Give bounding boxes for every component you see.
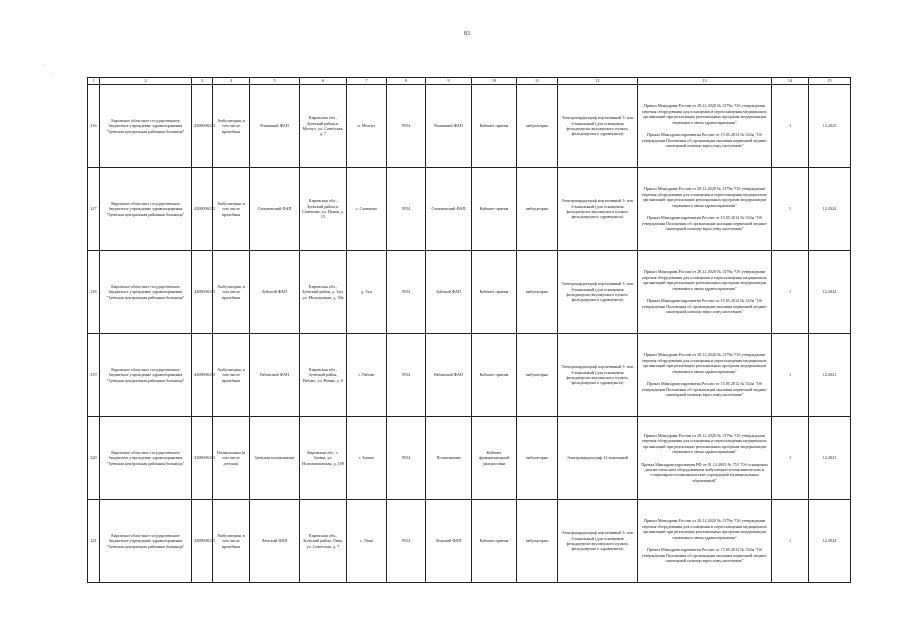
quantity: 1 [772, 417, 809, 500]
care-conditions: амбулаторно [517, 168, 558, 251]
order-text: Приказ Минздравсоцразвития России от 15.05.2012 № 543н "Об утверждении Положения об организации оказания первичной медико-санитарной помощи взрослому населению" [641, 547, 768, 564]
unit-name-2: Семеновский ФАП [426, 168, 472, 251]
order-text: Приказ Минздравсоцразвития России от 15.05.2012 № 543н "Об утверждении Положения об организации оказания первичной медико-санитарной помощи взрослому населению" [641, 381, 768, 398]
deadline: 12.2021 [809, 417, 851, 500]
row-number: 220 [88, 417, 100, 500]
unit-name: Лемский ФАП [250, 500, 300, 583]
address: Кировская обл., Зуевский район,п. Семеново, ул. Новая, д. 15 [300, 168, 347, 251]
facility-type: Поликлиника (в том числе детская) [213, 417, 250, 500]
settlement: г. Зуевка [347, 417, 387, 500]
column-header: 2 [100, 78, 192, 85]
column-header: 13 [638, 78, 772, 85]
organization-name: Кировское областное государственное бюджетное учреждение здравоохранения "Зуевская центральная районная больница" [100, 251, 192, 334]
address: Кировская обл., г. Зуевка, ул. Исполкомовская, д. 109 [300, 417, 347, 500]
equipment-name: Электрокардиограф портативный 3- или 6-канальный (для оснащения фельдшерско-акушерского пункта, фельдшерского здравпункта) [558, 168, 638, 251]
ogrn-code: 4309006333 [192, 251, 213, 334]
table-row [88, 334, 851, 417]
row-number: 218 [88, 251, 100, 334]
organization-name: Кировское областное государственное бюджетное учреждение здравоохранения "Зуевская центральная районная больница" [100, 85, 192, 168]
quantity: 1 [772, 85, 809, 168]
table-row [88, 85, 851, 168]
normative-basis [638, 334, 772, 417]
order-text: Приказ Минздрава России от 28.12.2020 № 1379н "Об утверждении перечня оборудования для оснащения и переоснащения медицинских организаций при реализации региональных программ модернизации первичного звена здравоохранения" [642, 352, 767, 374]
column-number-row [88, 78, 851, 85]
order-text: Приказ Минздрава России от 28.12.2020 № 1379н "Об утверждении перечня оборудования для оснащения и переоснащения медицинских организаций при реализации региональных программ модернизации первичного звена здравоохранения" [642, 518, 767, 540]
deadline: 12.2024 [809, 168, 851, 251]
normative-basis [638, 417, 772, 500]
cabinet: Кабинет приема [472, 85, 517, 168]
facility-type: Амбулатория, в том числе врачебная [213, 251, 250, 334]
order-text: Приказ Минздравсоцразвития России от 15.05.2012 № 543н "Об утверждении Положения об организации оказания первичной медико-санитарной помощи взрослому населению" [641, 215, 768, 232]
organization-name: Кировское областное государственное бюджетное учреждение здравоохранения "Зуевская центральная районная больница" [100, 168, 192, 251]
column-header: 8 [387, 78, 426, 85]
code: 9554 [387, 417, 426, 500]
address: Кировская обл., Зуевский район, д. Зуи, ул. Молодежная, д. 30а [300, 251, 347, 334]
row-number: 221 [88, 500, 100, 583]
facility-type: Амбулатория, в том числе врачебная [213, 85, 250, 168]
settlement: п. Мотоух [347, 85, 387, 168]
row-number: 217 [88, 168, 100, 251]
unit-name: Зуйский ФАП [250, 251, 300, 334]
table-row [88, 417, 851, 500]
normative-basis [638, 500, 772, 583]
unit-name: Ромашкий ФАП [250, 85, 300, 168]
facility-type: Амбулатория, в том числе врачебная [213, 334, 250, 417]
address: Кировская обл., Зуевский район,п. Мотоух, ул. Советская, д. 7 [300, 85, 347, 168]
care-conditions: амбулаторно [517, 251, 558, 334]
order-text: Приказ Минздрава России от 28.12.2020 № 1379н "Об утверждении перечня оборудования для оснащения и переоснащения медицинских организаций при реализации региональных программ модернизации первичного звена здравоохранения" [642, 186, 767, 208]
equipment-register-table [87, 77, 851, 583]
column-header: 11 [517, 78, 558, 85]
scan-speck: · [52, 72, 54, 77]
table-row [88, 168, 851, 251]
column-header: 7 [347, 78, 387, 85]
column-header: 10 [472, 78, 517, 85]
cabinet: Кабинет функциональной диагностики [472, 417, 517, 500]
column-header: 5 [250, 78, 300, 85]
care-conditions: амбулаторно [517, 334, 558, 417]
settlement: с. Семеново [347, 168, 387, 251]
equipment-name: Электрокардиограф 12-канальный [558, 417, 638, 500]
order-text: Приказ Минздравсоцразвития РФ от 01.12.2005 № 753 "Об оснащении диагностическим оборудованием амбулаторно-поликлинических и стационарно-поликлинических учреждений муниципальных образований" [641, 461, 768, 483]
equipment-name: Электрокардиограф портативный 3- или 6-канальный (для оснащения фельдшерско-акушерского пункта, фельдшерского здравпункта) [558, 85, 638, 168]
code: 9554 [387, 168, 426, 251]
column-header: 3 [192, 78, 213, 85]
column-header: 4 [213, 78, 250, 85]
equipment-name: Электрокардиограф портативный 3- или 6-канальный (для оснащения фельдшерско-акушерского пункта, фельдшерского здравпункта) [558, 334, 638, 417]
row-number: 219 [88, 334, 100, 417]
order-text: Приказ Минздрава России от 28.12.2020 № 1379н "Об утверждении перечня оборудования для оснащения и переоснащения медицинских организаций при реализации региональных программ модернизации первичного звена здравоохранения" [642, 432, 767, 455]
row-number: 216 [88, 85, 100, 168]
normative-basis [638, 85, 772, 168]
ogrn-code: 4309006333 [192, 334, 213, 417]
organization-name: Кировское областное государственное бюджетное учреждение здравоохранения "Зуевская центральная районная больница" [100, 334, 192, 417]
normative-basis [638, 251, 772, 334]
organization-name: Кировское областное государственное бюджетное учреждение здравоохранения "Зуевская центральная районная больница" [100, 417, 192, 500]
ogrn-code: 4309006333 [192, 500, 213, 583]
quantity: 1 [772, 334, 809, 417]
care-conditions: амбулаторно [517, 85, 558, 168]
ogrn-code: 4309006333 [192, 168, 213, 251]
quantity: 1 [772, 168, 809, 251]
normative-basis [638, 168, 772, 251]
address: Кировская обл., Зуевский район, Рябово, ул. Новая, д. 8 [300, 334, 347, 417]
quantity: 1 [772, 251, 809, 334]
deadline: 12.2025 [809, 85, 851, 168]
equipment-name: Электрокардиограф портативный 3- или 6-канальный (для оснащения фельдшерско-акушерского пункта, фельдшерского здравпункта) [558, 500, 638, 583]
cabinet: Кабинет приема [472, 168, 517, 251]
scan-speck: · [44, 63, 46, 68]
deadline: 12.2023 [809, 334, 851, 417]
order-text: Приказ Минздравсоцразвития России от 15.05.2012 № 543н "Об утверждении Положения об организации оказания первичной медико-санитарной помощи взрослому населению" [641, 298, 768, 315]
unit-name-2: Лемский ФАП [426, 500, 472, 583]
page-number: 83 [464, 31, 470, 37]
cabinet: Кабинет приема [472, 251, 517, 334]
care-conditions: амбулаторно [517, 417, 558, 500]
ogrn-code: 4309006333 [192, 417, 213, 500]
column-header: 12 [558, 78, 638, 85]
equipment-name: Электрокардиограф портативный 3- или 6-канальный (для оснащения фельдшерско-акушерского пункта, фельдшерского здравпункта) [558, 251, 638, 334]
facility-type: Амбулатория, в том числе врачебная [213, 168, 250, 251]
address: Кировская обл., Зуевский район, Лема, ул. Советская, д. 7 [300, 500, 347, 583]
table-row [88, 500, 851, 583]
cabinet: Кабинет приема [472, 334, 517, 417]
code: 9554 [387, 85, 426, 168]
column-header: 9 [426, 78, 472, 85]
settlement: с. Рябово [347, 334, 387, 417]
organization-name: Кировское областное государственное бюджетное учреждение здравоохранения "Зуевская центральная районная больница" [100, 500, 192, 583]
deadline: 12.2024 [809, 251, 851, 334]
quantity: 1 [772, 500, 809, 583]
unit-name-2: Поликлиника [426, 417, 472, 500]
deadline: 12.2024 [809, 500, 851, 583]
column-header: 6 [300, 78, 347, 85]
cabinet: Кабинет приема [472, 500, 517, 583]
settlement: д. Зуи [347, 251, 387, 334]
settlement: с. Лема [347, 500, 387, 583]
ogrn-code: 4309006333 [192, 85, 213, 168]
unit-name: Зуевская поликлиника [250, 417, 300, 500]
code: 9554 [387, 251, 426, 334]
column-header: 1 [88, 78, 100, 85]
order-text: Приказ Минздрава России от 28.12.2020 № 1379н "Об утверждении перечня оборудования для оснащения и переоснащения медицинских организаций при реализации региональных программ модернизации первичного звена здравоохранения" [642, 269, 767, 291]
facility-type: Амбулатория, в том числе врачебная [213, 500, 250, 583]
care-conditions: амбулаторно [517, 500, 558, 583]
unit-name: Рябовский ФАП [250, 334, 300, 417]
column-header: 14 [772, 78, 809, 85]
unit-name-2: Ромашкий ФАП [426, 85, 472, 168]
unit-name-2: Зуйский ФАП [426, 251, 472, 334]
order-text: Приказ Минздравсоцразвития России от 15.05.2012 № 543н "Об утверждении Положения об организации оказания первичной медико-санитарной помощи взрослому населению" [641, 132, 768, 149]
column-header: 15 [809, 78, 851, 85]
unit-name: Семеновский ФАП [250, 168, 300, 251]
table-row [88, 251, 851, 334]
unit-name-2: Рябовский ФАП [426, 334, 472, 417]
order-text: Приказ Минздрава России от 28.12.2020 № 1379н "Об утверждении перечня оборудования для оснащения и переоснащения медицинских организаций при реализации региональных программ модернизации первичного звена здравоохранения" [642, 103, 767, 125]
code: 9554 [387, 334, 426, 417]
code: 9554 [387, 500, 426, 583]
